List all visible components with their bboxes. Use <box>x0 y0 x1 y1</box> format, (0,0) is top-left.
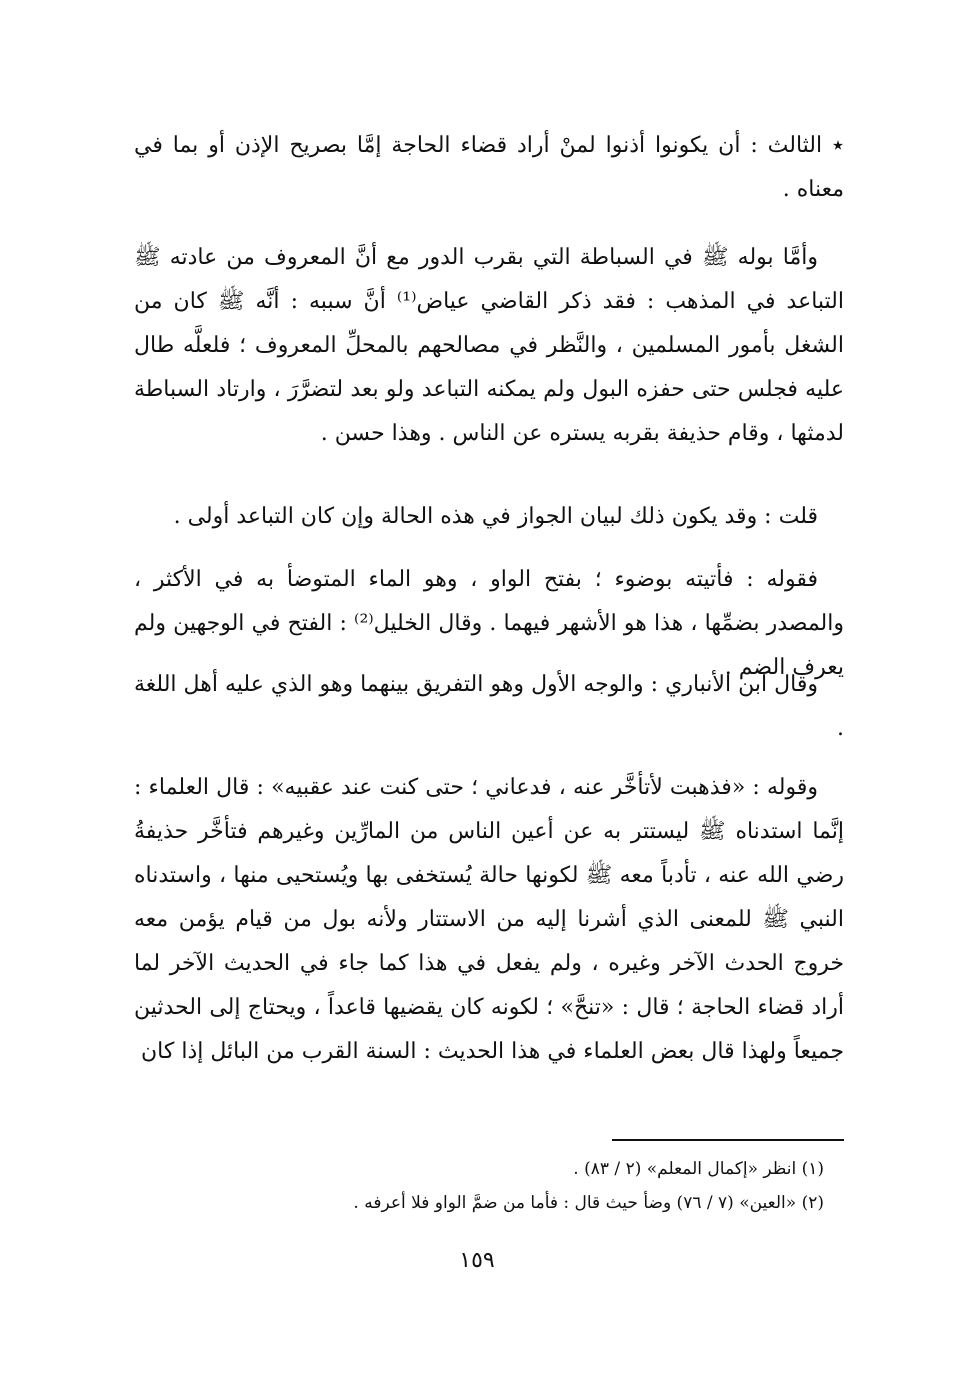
footnote-divider <box>612 1139 844 1141</box>
paragraph-text: ٭ الثالث : أن يكونوا أذنوا لمنْ أراد قضاء الحاجة إمَّا بصريح الإذن أو بما في معناه . <box>134 133 844 202</box>
footnote-2: (٢) «العين» (٧ / ٧٦) وضأ حيث قال : فأما من ضمَّ الواو فلا أعرفه . <box>353 1193 824 1213</box>
paragraph-text: وقوله : «فذهبت لأتأخَّر عنه ، فدعاني ؛ حتى كنت عند عقبيه» : قال العلماء : إنَّما استدناه ﷺ ليستتر به عن أعين الناس من المارِّين وغيرهم فتأخَّر حذيفةُ رضي الله عنه ، تأدباً معه ﷺ لكونها حالة يُستخفى بها ويُستحيى منها ، واستدناه النبي ﷺ للمعنى الذي أشرنا إليه من الاستتار ولأنه بول من قيام يؤمن معه خروج الحدث الآخر وغيره ، ولم يفعل في هذا كما جاء في الحديث الآخر لما أراد قضاء الحاجة ؛ قال : «تنحَّ» ؛ لكونه كان يقضيها قاعداً ، ويحتاج إلى الحدثين جميعاً ولهذا قال بعض العلماء في هذا الحديث : السنة القرب من البائل إذا كان <box>134 775 844 1064</box>
paragraph-text: فقوله : فأتيته بوضوء ؛ بفتح الواو ، وهو الماء المتوضأ به في الأكثر ، والمصدر بضمِّها ، هذا هو الأشهر فيهما . وقال الخليل⁽²⁾ : الفتح في الوجهين ولم يعرف الضم . <box>134 567 844 680</box>
paragraph-text: وقال ابن الأنباري : والوجه الأول وهو التفريق بينهما وهو الذي عليه أهل اللغة . <box>134 672 844 741</box>
footnotes <box>134 1152 824 1220</box>
paragraph-text: قلت : وقد يكون ذلك لبيان الجواز في هذه الحالة وإن كان التباعد أولى . <box>173 504 818 529</box>
page-number: ١٥٩ <box>459 1248 495 1273</box>
body-paragraph-2 <box>134 236 844 456</box>
body-paragraph-1 <box>134 124 844 212</box>
body-paragraph-5 <box>134 663 844 751</box>
paragraph-text: وأمَّا بوله ﷺ في السباطة التي بقرب الدور مع أنَّ المعروف من عادته ﷺ التباعد في المذهب : فقد ذكر القاضي عياض⁽¹⁾ أنَّ سببه : أنَّه ﷺ كان من الشغل بأمور المسلمين ، والنَّظر في مصالحهم بالمحلِّ المعروف ؛ فلعلَّه طال عليه فجلس حتى حفزه البول ولم يمكنه التباعد ولو بعد لتضرَّرَ ، وارتاد السباطة لدمثها ، وقام حذيفة بقربه يستره عن الناس . وهذا حسن . <box>134 245 844 446</box>
footnote-1: (١) انظر «إكمال المعلم» (٢ / ٨٣) . <box>573 1159 824 1179</box>
body-paragraph-3 <box>134 495 844 539</box>
body-paragraph-6 <box>134 766 844 1074</box>
